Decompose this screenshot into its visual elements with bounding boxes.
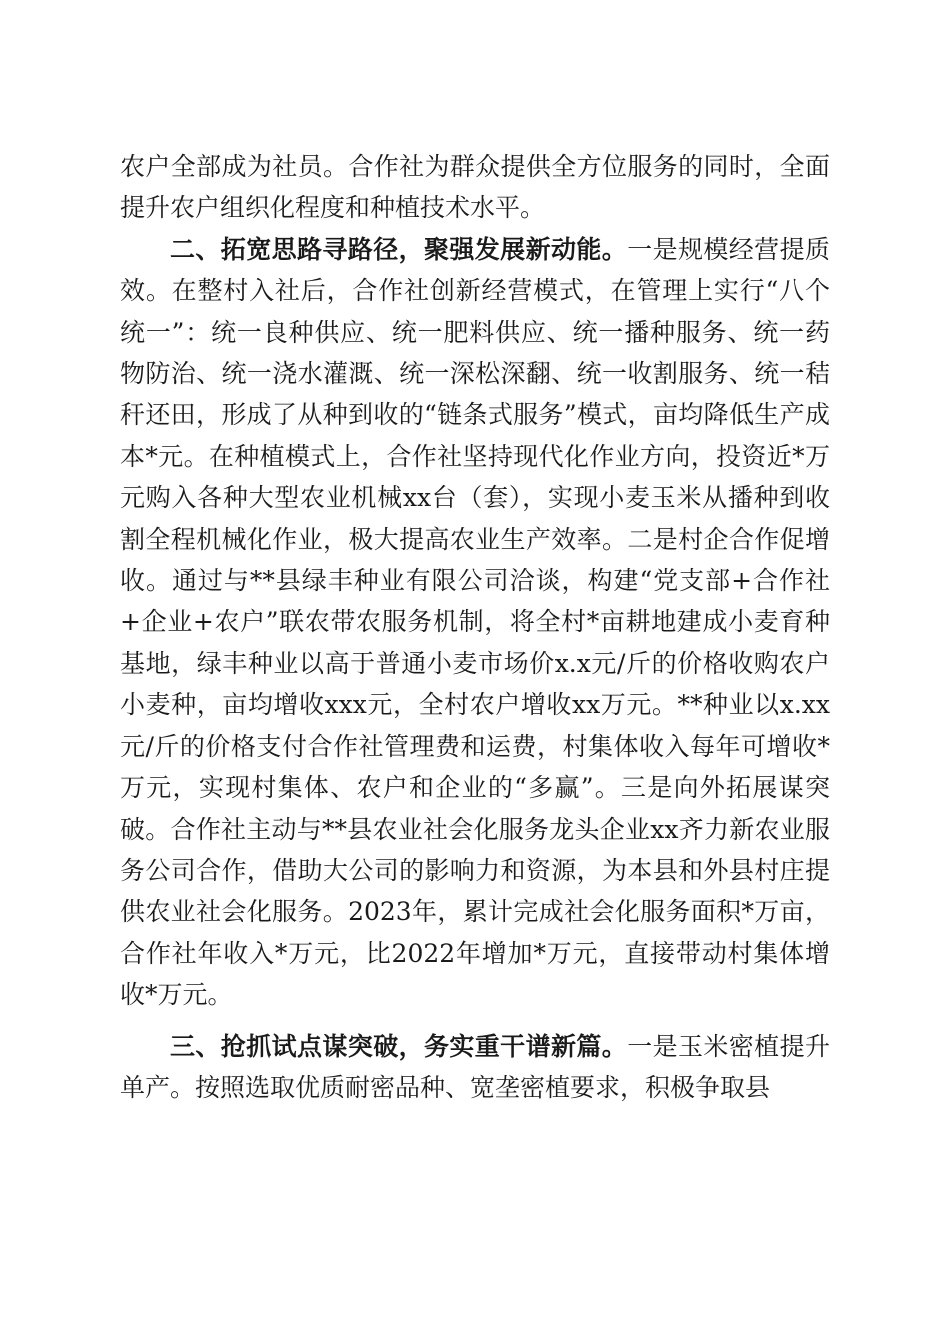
section-heading-three: 三、抢抓试点谋突破，务实重干谱新篇。 (170, 1031, 628, 1061)
paragraph-section-two (120, 229, 830, 1016)
section-body-three: 一是玉米密植提升单产。按照选取优质耐密品种、宽垄密植要求，积极争取县 (120, 1031, 830, 1102)
paragraph-continuation (120, 146, 830, 229)
section-body-two: 一是规模经营提质效。在整村入社后，合作社创新经营模式，在管理上实行“八个统一”：统一良种供应、统一肥料供应、统一播种服务、统一药物防治、统一浇水灌溉、统一深松深翻、统一收割服务、统一秸秆还田，形成了从种到收的“链条式服务”模式，亩均降低生产成本*元。在种植模式上，合作社坚持现代化作业方向，投资近*万元购入各种大型农业机械xx台（套），实现小麦玉米从播种到收割全程机械化作业，极大提高农业生产效率。二是村企合作促增收。通过与**县绿丰种业有限公司洽谈，构建“党支部+合作社+企业+农户”联农带农服务机制，将全村*亩耕地建成小麦育种基地，绿丰种业以高于普通小麦市场价x.x元/斤的价格收购农户小麦种，亩均增收xxx元，全村农户增收xx万元。**种业以x.xx元/斤的价格支付合作社管理费和运费，村集体收入每年可增收*万元，实现村集体、农户和企业的“多赢”。三是向外拓展谋突破。合作社主动与**县农业社会化服务龙头企业xx齐力新农业服务公司合作，借助大公司的影响力和资源，为本县和外县村庄提供农业社会化服务。2023年，累计完成社会化服务面积*万亩，合作社年收入*万元，比2022年增加*万元，直接带动村集体增收*万元。 (120, 234, 830, 1010)
section-heading-two: 二、拓宽思路寻路径，聚强发展新动能。 (170, 234, 628, 264)
document-body (120, 146, 830, 1108)
paragraph-text: 农户全部成为社员。合作社为群众提供全方位服务的同时，全面提升农户组织化程度和种植技术水平。 (120, 152, 830, 223)
paragraph-section-three (120, 1026, 830, 1109)
